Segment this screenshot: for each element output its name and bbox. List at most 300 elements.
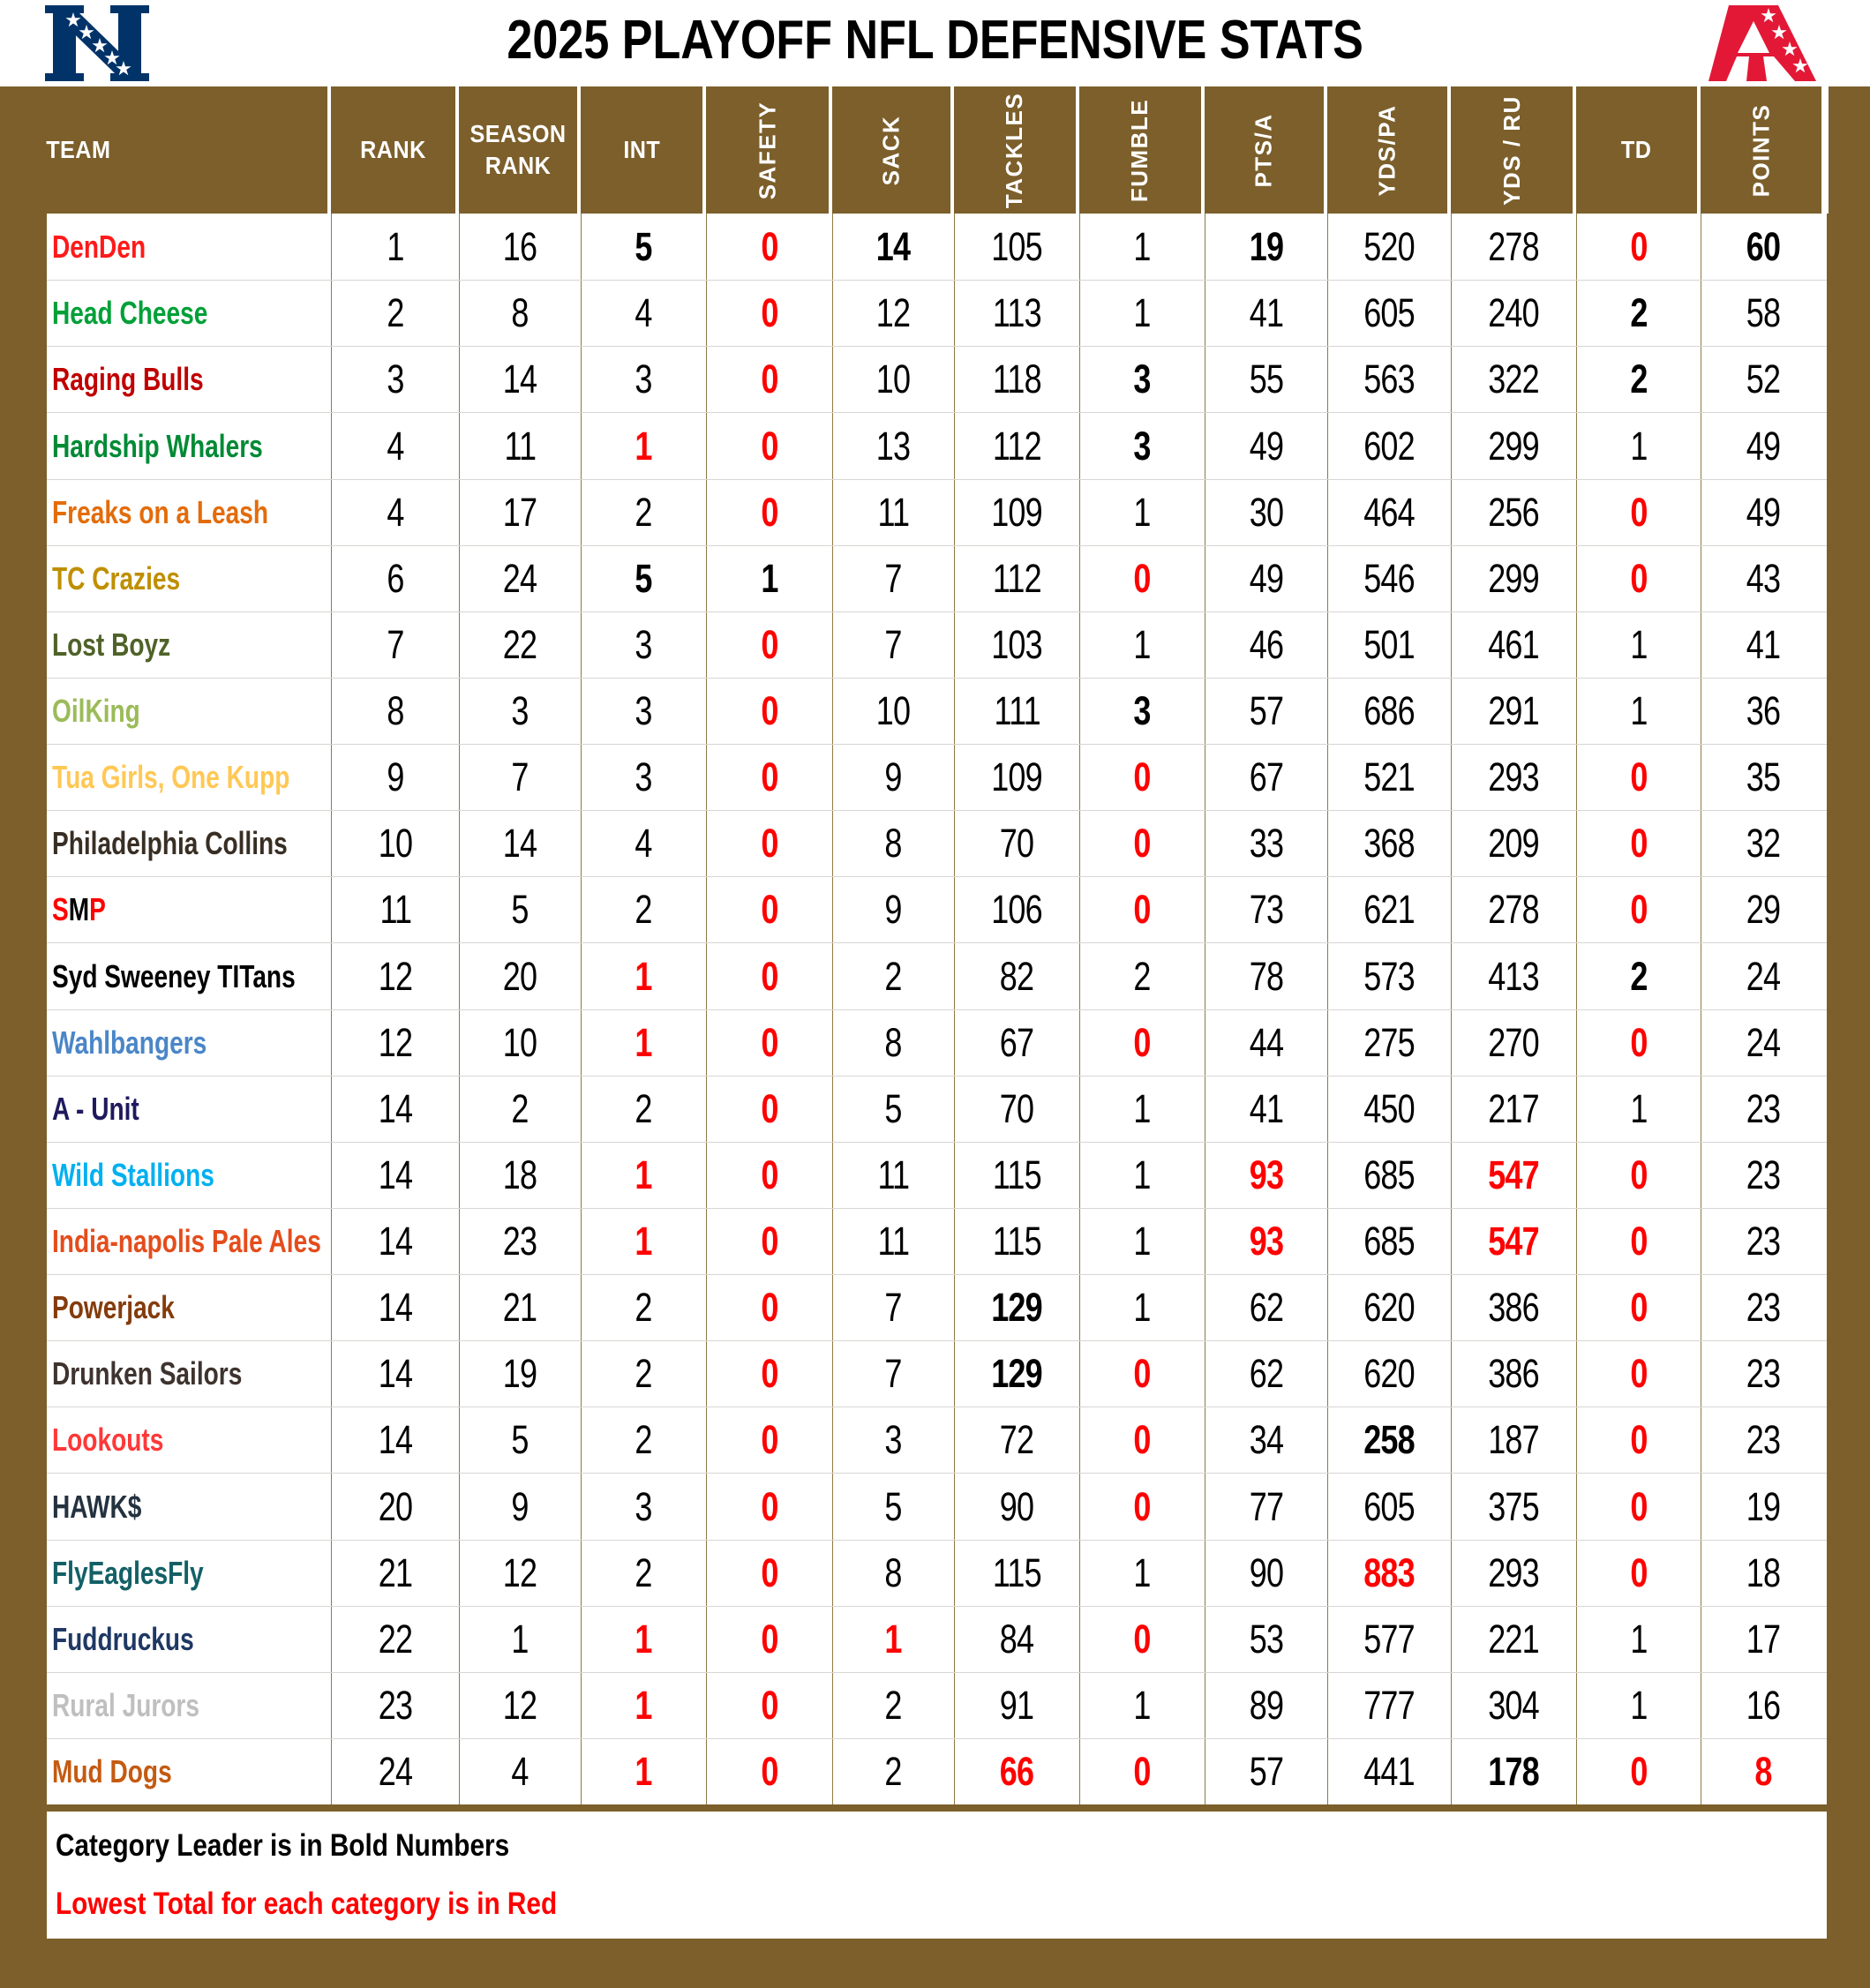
stat-value: 2 xyxy=(635,1086,653,1131)
stat-value: 44 xyxy=(1249,1020,1284,1065)
stat-cell xyxy=(1576,1407,1701,1473)
stat-cell xyxy=(581,1077,706,1142)
stat-cell xyxy=(459,1341,581,1407)
stat-cell xyxy=(1576,1341,1701,1407)
stat-cell xyxy=(954,1341,1079,1407)
stat-cell xyxy=(706,480,832,545)
stat-cell xyxy=(1451,1143,1576,1208)
stat-cell xyxy=(832,1541,954,1606)
stat-cell xyxy=(459,546,581,611)
stat-cell xyxy=(1451,281,1576,346)
legend-box xyxy=(47,1812,1827,1939)
stat-value: 23 xyxy=(1746,1152,1781,1197)
stat-cell xyxy=(1079,347,1205,412)
stat-cell xyxy=(1576,1474,1701,1540)
stat-value: 41 xyxy=(1746,622,1781,667)
stat-value: 0 xyxy=(1133,1417,1152,1462)
stat-cell xyxy=(832,1341,954,1407)
stat-value: 5 xyxy=(635,223,653,269)
stat-cell xyxy=(1576,281,1701,346)
stat-value: 0 xyxy=(761,423,778,469)
stat-value: 0 xyxy=(761,887,778,932)
stat-value: 118 xyxy=(993,356,1041,401)
stat-value: 11 xyxy=(877,490,910,535)
stat-value: 12 xyxy=(503,1550,537,1595)
stat-cell xyxy=(459,1673,581,1738)
stat-cell xyxy=(331,1407,459,1473)
stat-cell xyxy=(1079,1341,1205,1407)
stat-cell xyxy=(331,1143,459,1208)
stat-cell xyxy=(832,1407,954,1473)
stat-value: 6 xyxy=(387,556,404,601)
stat-value: 67 xyxy=(1000,1020,1034,1065)
stat-cell xyxy=(1701,745,1825,810)
stat-value: 1 xyxy=(1133,490,1152,535)
column-header-label: SAFETY xyxy=(753,101,780,199)
stat-value: 49 xyxy=(1746,490,1781,535)
stat-value: 23 xyxy=(1746,1351,1781,1396)
table-row xyxy=(47,1606,1827,1672)
stat-cell xyxy=(331,1474,459,1540)
stat-value: 1 xyxy=(511,1617,529,1662)
stat-value: 62 xyxy=(1249,1351,1284,1396)
stat-cell xyxy=(1327,679,1451,744)
stat-cell xyxy=(1701,679,1825,744)
stat-cell xyxy=(581,1143,706,1208)
stat-value: 461 xyxy=(1488,622,1540,667)
team-name: Powerjack xyxy=(52,1289,175,1325)
stat-value: 620 xyxy=(1363,1351,1416,1396)
column-header-rank xyxy=(331,86,455,214)
stat-value: 386 xyxy=(1488,1285,1540,1330)
stat-value: 0 xyxy=(1630,754,1648,799)
stat-cell xyxy=(1451,1341,1576,1407)
stat-cell xyxy=(581,480,706,545)
stat-cell xyxy=(1576,612,1701,678)
stat-value: 10 xyxy=(378,821,413,866)
stat-value: 270 xyxy=(1488,1020,1540,1065)
stat-cell xyxy=(1451,1209,1576,1274)
stat-value: 2 xyxy=(635,1285,653,1330)
stat-cell xyxy=(331,679,459,744)
stat-cell xyxy=(459,943,581,1009)
stat-value: 0 xyxy=(1630,1285,1648,1330)
stat-cell xyxy=(331,745,459,810)
stat-value: 1 xyxy=(1630,1086,1648,1131)
stat-cell xyxy=(1079,1673,1205,1738)
stat-cell xyxy=(954,1143,1079,1208)
stat-value: 29 xyxy=(1746,887,1781,932)
stat-cell xyxy=(331,480,459,545)
stat-value: 547 xyxy=(1488,1219,1540,1264)
stat-value: 546 xyxy=(1363,556,1416,601)
stat-value: 0 xyxy=(761,1683,778,1728)
team-name: TC Crazies xyxy=(52,560,181,596)
stat-value: 0 xyxy=(761,688,778,733)
stat-cell xyxy=(1576,1541,1701,1606)
stat-cell xyxy=(1701,1077,1825,1142)
stat-value: 12 xyxy=(876,290,911,335)
stat-cell xyxy=(1451,1474,1576,1540)
stat-value: 605 xyxy=(1363,290,1416,335)
stat-cell xyxy=(1205,1607,1327,1672)
stat-value: 34 xyxy=(1249,1417,1284,1462)
stat-cell xyxy=(581,1541,706,1606)
stat-value: 106 xyxy=(991,887,1043,932)
stat-value: 113 xyxy=(993,290,1041,335)
stat-cell xyxy=(706,1143,832,1208)
stat-value: 464 xyxy=(1363,490,1416,535)
column-header-sack xyxy=(832,86,950,214)
stat-value: 1 xyxy=(1133,1285,1152,1330)
team-name-cell xyxy=(47,943,331,1009)
column-header-int xyxy=(581,86,702,214)
stat-value: 1 xyxy=(635,1152,653,1197)
stat-cell xyxy=(832,1143,954,1208)
stat-cell xyxy=(331,811,459,876)
stat-value: 602 xyxy=(1363,423,1416,469)
stat-cell xyxy=(1451,546,1576,611)
stat-cell xyxy=(1205,1474,1327,1540)
stat-value: 5 xyxy=(511,1417,529,1462)
stat-value: 14 xyxy=(378,1351,413,1396)
stat-value: 14 xyxy=(378,1219,413,1264)
stat-cell xyxy=(1701,1275,1825,1340)
stat-cell xyxy=(1451,612,1576,678)
page-title-text: 2025 PLAYOFF NFL DEFENSIVE STATS xyxy=(507,10,1363,71)
stat-cell xyxy=(832,1209,954,1274)
stat-value: 49 xyxy=(1249,423,1284,469)
stat-value: 2 xyxy=(1630,356,1648,401)
stat-cell xyxy=(331,281,459,346)
stat-cell xyxy=(832,745,954,810)
stat-cell xyxy=(1576,413,1701,479)
stat-value: 217 xyxy=(1488,1086,1540,1131)
team-name: Drunken Sailors xyxy=(52,1355,243,1392)
stat-cell xyxy=(459,413,581,479)
stat-value: 0 xyxy=(1133,754,1152,799)
stat-value: 115 xyxy=(993,1550,1041,1595)
stat-cell xyxy=(832,214,954,280)
stat-cell xyxy=(1205,745,1327,810)
stat-value: 293 xyxy=(1488,1550,1540,1595)
stat-value: 293 xyxy=(1488,754,1540,799)
stat-value: 4 xyxy=(387,423,404,469)
stat-value: 14 xyxy=(378,1086,413,1131)
team-name-cell xyxy=(47,1341,331,1407)
stat-value: 563 xyxy=(1363,356,1416,401)
stat-cell xyxy=(1079,679,1205,744)
stat-value: 49 xyxy=(1746,423,1781,469)
stat-cell xyxy=(832,281,954,346)
stat-value: 0 xyxy=(1133,1483,1152,1529)
team-name-cell xyxy=(47,1209,331,1274)
stat-value: 3 xyxy=(635,356,653,401)
stat-value: 2 xyxy=(635,1417,653,1462)
stat-value: 1 xyxy=(1630,688,1648,733)
stat-cell xyxy=(1451,1739,1576,1804)
stat-cell xyxy=(1701,480,1825,545)
stat-value: 620 xyxy=(1363,1285,1416,1330)
stat-cell xyxy=(832,679,954,744)
stat-value: 57 xyxy=(1249,1749,1284,1794)
stat-cell xyxy=(1327,1209,1451,1274)
column-header-label: TEAM xyxy=(46,135,111,163)
stat-value: 5 xyxy=(884,1483,903,1529)
stat-cell xyxy=(1079,1541,1205,1606)
stat-value: 21 xyxy=(503,1285,537,1330)
stat-value: 501 xyxy=(1363,622,1416,667)
stat-cell xyxy=(706,745,832,810)
stat-cell xyxy=(1205,943,1327,1009)
stat-cell xyxy=(706,1541,832,1606)
stat-value: 11 xyxy=(877,1152,910,1197)
stat-value: 73 xyxy=(1249,887,1284,932)
stat-value: 1 xyxy=(387,223,404,269)
stat-value: 41 xyxy=(1249,290,1284,335)
column-header-season-rank xyxy=(459,86,577,214)
stat-value: 573 xyxy=(1363,953,1416,999)
team-name: A - Unit xyxy=(52,1091,139,1127)
stat-cell xyxy=(1451,214,1576,280)
stat-value: 1 xyxy=(1133,290,1152,335)
stat-value: 0 xyxy=(1630,1417,1648,1462)
stat-cell xyxy=(1576,1673,1701,1738)
column-header-safety xyxy=(706,86,829,214)
stat-value: 0 xyxy=(1630,1219,1648,1264)
stat-cell xyxy=(1327,1541,1451,1606)
stat-cell xyxy=(581,612,706,678)
stat-value: 209 xyxy=(1488,821,1540,866)
stat-value: 0 xyxy=(761,1351,778,1396)
stat-cell xyxy=(832,1275,954,1340)
stat-cell xyxy=(1576,1010,1701,1076)
stat-cell xyxy=(1451,877,1576,942)
stat-value: 90 xyxy=(1000,1483,1034,1529)
stat-cell xyxy=(1451,1541,1576,1606)
stat-cell xyxy=(706,1739,832,1804)
stat-value: 3 xyxy=(511,688,529,733)
stat-value: 90 xyxy=(1249,1550,1284,1595)
stat-cell xyxy=(1451,1407,1576,1473)
stat-cell xyxy=(581,1275,706,1340)
stat-cell xyxy=(331,1673,459,1738)
team-name: Lookouts xyxy=(52,1422,164,1458)
stat-cell xyxy=(1576,347,1701,412)
stat-cell xyxy=(1205,214,1327,280)
stat-cell xyxy=(581,943,706,1009)
stat-cell xyxy=(331,1077,459,1142)
stat-cell xyxy=(581,1010,706,1076)
team-name-cell xyxy=(47,1673,331,1738)
stat-value: 1 xyxy=(1133,223,1152,269)
stat-value: 22 xyxy=(378,1617,413,1662)
team-name-cell xyxy=(47,1275,331,1340)
stat-value: 3 xyxy=(635,622,653,667)
column-header-label: SACK xyxy=(877,115,905,185)
stat-value: 0 xyxy=(761,754,778,799)
team-name: Tua Girls, One Kupp xyxy=(52,759,290,795)
stat-cell xyxy=(1079,1143,1205,1208)
stat-value: 14 xyxy=(876,223,911,269)
stat-cell xyxy=(331,413,459,479)
stat-value: 386 xyxy=(1488,1351,1540,1396)
stat-cell xyxy=(1576,1209,1701,1274)
stat-value: 1 xyxy=(635,953,653,999)
stat-cell xyxy=(954,1077,1079,1142)
team-name-cell xyxy=(47,1143,331,1208)
stat-cell xyxy=(954,612,1079,678)
stat-cell xyxy=(1701,1541,1825,1606)
stat-value: 9 xyxy=(387,754,404,799)
team-name-part: P xyxy=(89,891,106,927)
team-name: Philadelphia Collins xyxy=(52,825,288,861)
stat-value: 1 xyxy=(761,556,778,601)
stat-cell xyxy=(459,1077,581,1142)
stat-cell xyxy=(706,546,832,611)
stat-value: 278 xyxy=(1488,887,1540,932)
team-name-cell xyxy=(47,281,331,346)
stat-cell xyxy=(832,347,954,412)
stat-value: 686 xyxy=(1363,688,1416,733)
stat-value: 1 xyxy=(1630,1683,1648,1728)
stat-cell xyxy=(459,811,581,876)
team-name xyxy=(52,891,106,928)
table-row xyxy=(47,1473,1827,1540)
stat-cell xyxy=(581,877,706,942)
stat-value: 23 xyxy=(378,1683,413,1728)
stat-value: 72 xyxy=(1000,1417,1034,1462)
stat-cell xyxy=(1079,877,1205,942)
stat-cell xyxy=(1079,1407,1205,1473)
stat-value: 109 xyxy=(991,754,1043,799)
stat-cell xyxy=(1576,811,1701,876)
stat-cell xyxy=(706,612,832,678)
stat-cell xyxy=(581,546,706,611)
stat-value: 0 xyxy=(761,1086,778,1131)
stat-cell xyxy=(1451,347,1576,412)
stat-value: 258 xyxy=(1363,1417,1416,1462)
stat-cell xyxy=(1327,1275,1451,1340)
stat-value: 8 xyxy=(884,1550,903,1595)
stat-cell xyxy=(581,1673,706,1738)
stat-cell xyxy=(706,1010,832,1076)
team-name-cell xyxy=(47,811,331,876)
stat-cell xyxy=(832,1739,954,1804)
stat-cell xyxy=(1451,1010,1576,1076)
stat-cell xyxy=(1451,1607,1576,1672)
stat-value: 70 xyxy=(1000,1086,1034,1131)
stat-value: 129 xyxy=(991,1351,1043,1396)
stat-cell xyxy=(954,413,1079,479)
stat-value: 1 xyxy=(635,1617,653,1662)
stat-cell xyxy=(1327,546,1451,611)
stat-value: 2 xyxy=(1630,290,1648,335)
column-header-yds-ru xyxy=(1451,86,1573,214)
stat-cell xyxy=(1701,1673,1825,1738)
stat-value: 18 xyxy=(503,1152,537,1197)
stat-cell xyxy=(954,1607,1079,1672)
stat-cell xyxy=(581,679,706,744)
table-row xyxy=(47,1142,1827,1208)
stat-value: 93 xyxy=(1249,1219,1284,1264)
stat-cell xyxy=(581,347,706,412)
stat-cell xyxy=(954,1474,1079,1540)
column-header-label: SEASON RANK xyxy=(469,119,567,179)
stat-cell xyxy=(1079,811,1205,876)
stat-cell xyxy=(954,546,1079,611)
stat-value: 67 xyxy=(1249,754,1284,799)
stat-value: 521 xyxy=(1363,754,1416,799)
stat-cell xyxy=(581,281,706,346)
team-name-cell xyxy=(47,1739,331,1804)
stat-cell xyxy=(459,214,581,280)
team-name: Rural Jurors xyxy=(52,1687,199,1723)
stat-value: 1 xyxy=(884,1617,903,1662)
stat-value: 2 xyxy=(884,1683,903,1728)
table-row xyxy=(47,412,1827,479)
stat-cell xyxy=(331,1541,459,1606)
stat-value: 3 xyxy=(1133,688,1152,733)
stat-value: 23 xyxy=(1746,1219,1781,1264)
stat-cell xyxy=(832,877,954,942)
stat-cell xyxy=(1451,1673,1576,1738)
stat-cell xyxy=(1327,612,1451,678)
team-name-cell xyxy=(47,1407,331,1473)
team-name-cell xyxy=(47,1541,331,1606)
stat-cell xyxy=(1079,1209,1205,1274)
table-row xyxy=(47,1340,1827,1407)
stat-cell xyxy=(1327,1143,1451,1208)
stat-value: 0 xyxy=(1630,556,1648,601)
stat-value: 18 xyxy=(1746,1550,1781,1595)
stat-cell xyxy=(832,1607,954,1672)
stat-value: 8 xyxy=(387,688,404,733)
table-row xyxy=(47,1672,1827,1738)
stat-cell xyxy=(331,943,459,1009)
stat-cell xyxy=(1079,546,1205,611)
stat-cell xyxy=(331,1209,459,1274)
stat-value: 0 xyxy=(761,1749,778,1794)
stat-cell xyxy=(832,1474,954,1540)
stat-value: 105 xyxy=(991,223,1043,269)
column-header-td xyxy=(1576,86,1697,214)
stat-cell xyxy=(459,1010,581,1076)
stat-cell xyxy=(1327,811,1451,876)
stat-cell xyxy=(1701,281,1825,346)
team-name: Hardship Whalers xyxy=(52,427,263,464)
stat-value: 304 xyxy=(1488,1683,1540,1728)
stat-value: 2 xyxy=(511,1086,529,1131)
team-name-cell xyxy=(47,1474,331,1540)
stat-cell xyxy=(1576,1739,1701,1804)
stat-value: 1 xyxy=(1133,1152,1152,1197)
stat-value: 23 xyxy=(1746,1086,1781,1131)
stat-value: 36 xyxy=(1746,688,1781,733)
team-name: Freaks on a Leash xyxy=(52,494,269,530)
team-name-cell xyxy=(47,347,331,412)
stat-value: 187 xyxy=(1488,1417,1540,1462)
stat-cell xyxy=(1327,1010,1451,1076)
stat-value: 22 xyxy=(503,622,537,667)
stat-value: 16 xyxy=(503,223,537,269)
stat-cell xyxy=(1205,1010,1327,1076)
stat-cell xyxy=(1701,413,1825,479)
stat-value: 375 xyxy=(1488,1483,1540,1529)
stat-cell xyxy=(1205,1407,1327,1473)
stat-value: 60 xyxy=(1746,223,1781,269)
stat-cell xyxy=(459,1209,581,1274)
